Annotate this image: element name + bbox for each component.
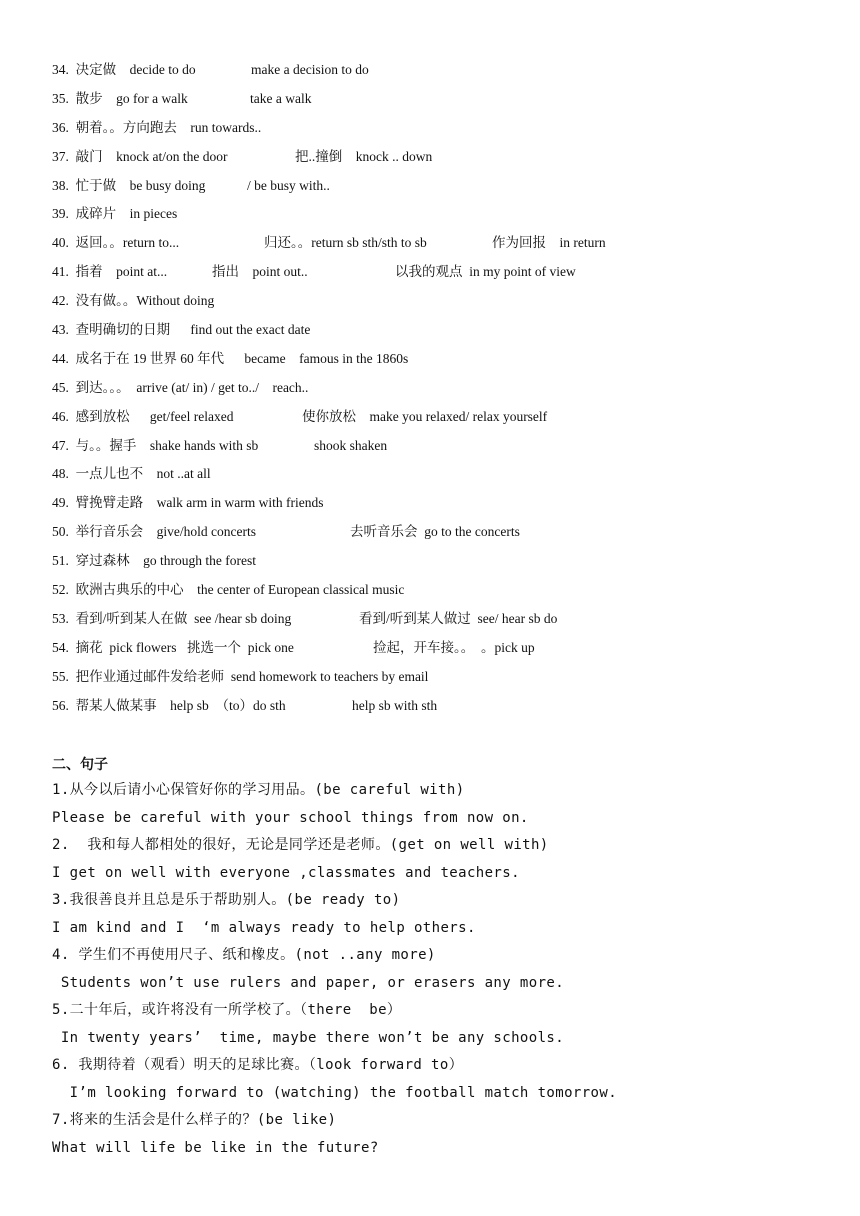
phrase-row [52, 609, 842, 638]
sentence-answer: Please be careful with your school things from now on. [52, 809, 529, 826]
phrase-row [52, 522, 842, 551]
phrase-text: 挑选一个 pick one [187, 639, 294, 655]
phrase-text: 47. 与。。握手 shake hands with sb [52, 437, 259, 453]
phrase-row [52, 60, 842, 89]
phrase-row [52, 436, 842, 465]
phrase-text: 40. 返回。。return to... [52, 235, 180, 251]
phrase-row [52, 349, 842, 378]
phrase-text: 46. 感到放松 get/feel relaxed [52, 408, 234, 424]
sentence-prompt: 2. 我和每人都相处的很好，无论是同学还是老师。(get on well with) [52, 837, 549, 853]
phrase-row [52, 320, 842, 349]
sentence-prompt: 4. 学生们不再使用尺子、纸和橡皮。(not ..any more) [52, 947, 436, 963]
sentence-prompt: 5.二十年后，或许将没有一所学校了。（there be） [52, 1002, 402, 1018]
phrase-text: 以我的观点 in my point of view [395, 264, 576, 280]
phrase-row [52, 147, 842, 176]
phrase-text: 50. 举行音乐会 give/hold concerts [52, 524, 256, 540]
phrase-text: take a walk [250, 90, 312, 106]
phrase-row [52, 176, 842, 205]
phrase-text: 55. 把作业通过邮件发给老师 send homework to teachers by email [52, 668, 429, 684]
phrase-row [52, 464, 842, 493]
sentence-prompt: 6. 我期待着（观看）明天的足球比赛。（look forward to） [52, 1057, 464, 1073]
phrase-text: 48. 一点儿也不 not ..at all [52, 466, 211, 482]
phrase-list [52, 60, 842, 724]
phrase-text: make a decision to do [251, 62, 369, 77]
phrase-text: 归还。。return sb sth/sth to sb [264, 235, 427, 251]
phrase-row [52, 407, 842, 436]
phrase-text: 42. 没有做。。Without doing [52, 293, 215, 309]
phrase-row [52, 118, 842, 147]
phrase-text: shook shaken [314, 437, 388, 453]
phrase-text: help sb with sth [352, 697, 438, 713]
phrase-text: 34. 决定做 decide to do [52, 62, 196, 77]
phrase-text: 43. 查明确切的日期 find out the exact date [52, 322, 311, 338]
phrase-row [52, 696, 842, 725]
sentence-answer: What will life be like in the future? [52, 1139, 379, 1156]
sentence-answer: Students won’t use rulers and paper, or erasers any more. [52, 974, 565, 991]
phrase-row [52, 291, 842, 320]
phrase-text: 54. 摘花 pick flowers [52, 639, 177, 655]
phrase-row [52, 638, 842, 667]
sentence-answer: I am kind and I ‘m always ready to help others. [52, 919, 476, 936]
phrase-text: 看到/听到某人做过 see/ hear sb do [359, 610, 558, 626]
phrase-text: 35. 散步 go for a walk [52, 90, 188, 106]
phrase-text: 51. 穿过森林 go through the forest [52, 553, 256, 569]
phrase-text: 44. 成名于在 19 世界 60 年代 became famous in the 1860s [52, 350, 409, 366]
phrase-row [52, 551, 842, 580]
phrase-row [52, 580, 842, 609]
phrase-row [52, 493, 842, 522]
phrase-text: 52. 欧洲古典乐的中心 the center of European classical music [52, 582, 405, 598]
phrase-text: 使你放松 make you relaxed/ relax yourself [302, 408, 548, 424]
phrase-row [52, 667, 842, 696]
phrase-text: 36. 朝着。。方向跑去 run towards.. [52, 119, 262, 135]
phrase-text: 53. 看到/听到某人在做 see /hear sb doing [52, 610, 292, 626]
phrase-text: 把..撞倒 knock .. down [295, 148, 433, 164]
phrase-row [52, 204, 842, 233]
phrase-text: 去听音乐会 go to the concerts [350, 524, 520, 540]
sentence-answer: In twenty years’ time, maybe there won’t be any schools. [52, 1029, 565, 1046]
phrase-row [52, 262, 842, 291]
phrase-text: 37. 敲门 knock at/on the door [52, 148, 228, 164]
phrase-text: 捡起，开车接。。 。pick up [373, 639, 535, 655]
phrase-text: 45. 到达。。。 arrive (at/ in) / get to../ reach.. [52, 379, 309, 395]
phrase-text: 作为回报 in return [492, 235, 606, 251]
sentence-prompt: 3.我很善良并且总是乐于帮助别人。(be ready to) [52, 892, 401, 908]
phrase-text: 56. 帮某人做某事 help sb （to）do sth [52, 697, 286, 713]
phrase-text: 41. 指着 point at... [52, 264, 168, 280]
phrase-row [52, 378, 842, 407]
sentence-answer: I get on well with everyone ,classmates and teachers. [52, 864, 520, 881]
phrase-text: 指出 point out.. [212, 264, 308, 280]
phrase-row [52, 233, 842, 262]
sentence-answer: I’m looking forward to (watching) the football match tomorrow. [52, 1084, 618, 1101]
sentence-prompt: 7.将来的生活会是什么样子的？(be like) [52, 1112, 337, 1128]
sentence-list [52, 780, 842, 1165]
phrase-row [52, 89, 842, 118]
phrase-text: 39. 成碎片 in pieces [52, 206, 178, 222]
section-title: 二、句子 [52, 757, 108, 773]
sentence-prompt: 1.从今以后请小心保管好你的学习用品。(be careful with) [52, 782, 465, 798]
phrase-text: 49. 臂挽臂走路 walk arm in warm with friends [52, 495, 324, 511]
phrase-text: 38. 忙于做 be busy doing [52, 177, 206, 193]
phrase-text: / be busy with.. [247, 177, 330, 193]
